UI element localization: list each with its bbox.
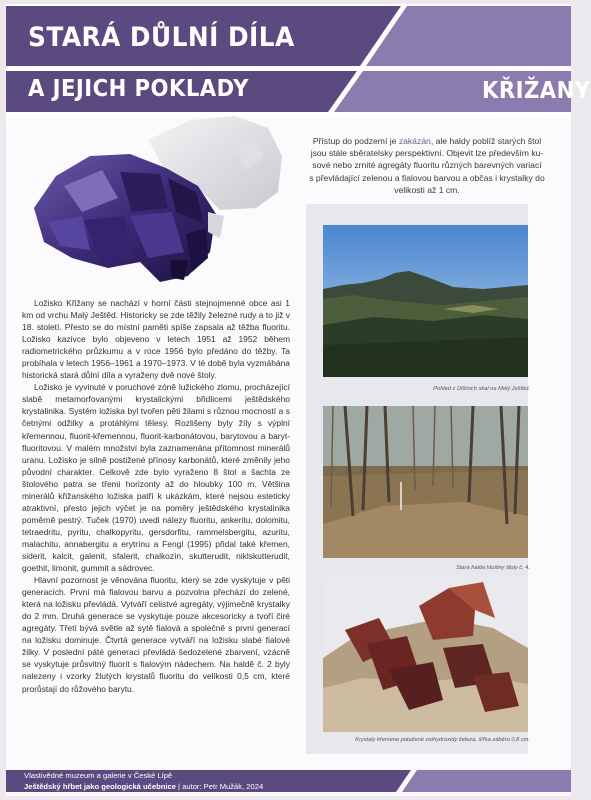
footer-institution: Vlastivědné muzeum a galerie v České Lípě	[24, 771, 173, 780]
article-paragraph-3: Hlavní pozornost je věnována fluoritu, který se zde vyskytuje v pěti generacích. První má fialovou barvu a pozvolna přechází do zelené, která na ložisku převládá. Vytváří celistvé agregáty, výjimečně krystalky do 2 mm. Druhá generace se vyskytuje pouze akcesoricky a tvoří čiré agregáty. Třetí bývá světle až sytě fialová a společně s první generací na ložisku dominuje. Čtvrtá generace vytváří na ložisku slabé fialové žilky. V poslední páté generaci převládá šedozelené zbarvení, vzácně se vyskytuje průsvitný fluorit s fialovým nádechem. Na haldě č. 2 byly nalezeny i vzorky žlutých krystalů fluoritu do velikosti 0,5 cm, které prorůstají do růžového barytu.	[22, 575, 290, 694]
header-banner	[6, 4, 591, 116]
article-paragraph-1: Ložisko Křižany se nachází v horní části stejnojmenné obce asi 1 km od vrchu Malý Ještěd. Historicky se zde těžily železné rudy a to již v 18. století. Přesto se do místní paměti spíše zapsala až těžba fluoritu. Ložisko kazivce bylo objeveno v letech 1951 až 1952 během radiometrického průzkumu a v roce 1956 bylo předáno do těžby. Ta probíhala v letech 1956–1961 a 1970–1973. V té době byla vyzmáhána historická stará důlní díla a vyraženy dvě nové štoly.	[22, 298, 290, 381]
footer-author: autor: Petr Mužák, 2024	[182, 782, 264, 791]
intro-line: sové nebo zrnité agregáty fluoritu různých barevných variací	[312, 160, 542, 171]
landscape-photo	[323, 225, 528, 377]
fluorite-specimen-image	[20, 112, 290, 287]
photo1-caption: Pohled z Dlšinich skal na Malý Ještěd.	[433, 386, 530, 392]
photo2-caption: Stará halda hlušiny štoly č. 4.	[456, 565, 530, 571]
locality-title: KŘIŽANY	[482, 78, 591, 104]
intro-line: Přístup do podzemí je zakázán, ale haldy poblíž starých štol	[312, 136, 542, 146]
intro-line: velikosti až 1 cm.	[394, 184, 460, 195]
poster-title-line1: STARÁ DŮLNÍ DÍLA	[28, 22, 295, 53]
poster	[6, 4, 591, 796]
main-article	[22, 297, 290, 695]
intro-text	[292, 135, 562, 196]
intro-line: s převládající zelenou a fialovou barvou a občas i krystalky do	[309, 172, 545, 183]
article-paragraph-2: Ložisko je vyvinuté v poruchové zóně lužického zlomu, procházející slabě metamorfovanými krystalickými břidlicemi ještědského krystalinika. Systém ložiska byl tvořen pěti žilami s různou mocností a s četnými odžilky a protáhlými tělesy. Rozlišeny byly žíly s výplní křemennou, fluorit-křemennou, fluorit-karbonátovou, barytovou a baryt-fluoritovou. V malém množství byla zaznamenána přítomnost minerálů uranu. Ložisko je silně postižené přínosy karbonátů, které změnily jeho původní charakter. Celkově zde bylo vyraženo 8 štol a šachta ze štolového patra se třemi horizonty až do hloubky 100 m. Většina minerálů křižanského ložiska patří k ukázkám, které nejsou esteticky atraktivní, přesto jejich výčet je na poměry ještědského krystalinika poměrně pestrý. Tuček (1970) uvedl nálezy fluoritu, ankeritu, dolomitu, tetraedritu, pyritu, chalkopyritu, gersdorfitu, rammelsbergitu, azuritu, malachitu, annabergitu a erytrínu a Fengl (1995) přidal také křemen, siderit, kalcit, galenit, sfalerit, chalkozín, skutterudit, niklskutterudit, goethit, limonit, gummit a sádrovec.	[22, 382, 290, 574]
keyword-highlight: zakázán	[398, 136, 431, 146]
footer-series: Ještědský hřbet jako geologická učebnice | autor: Petr Mužák, 2024	[24, 782, 264, 791]
quartz-crystals-photo	[323, 578, 528, 732]
poster-title-line2: A JEJICH POKLADY	[28, 76, 249, 102]
spoil-heap-photo	[323, 406, 528, 558]
intro-line: jsou stále sběratelsky perspektivní. Objevit lze především ku-	[310, 148, 544, 159]
photo3-caption: Krystaly křemene potažené oxihydroxidy železa, šířka záběru 0,8 cm.	[355, 737, 530, 743]
